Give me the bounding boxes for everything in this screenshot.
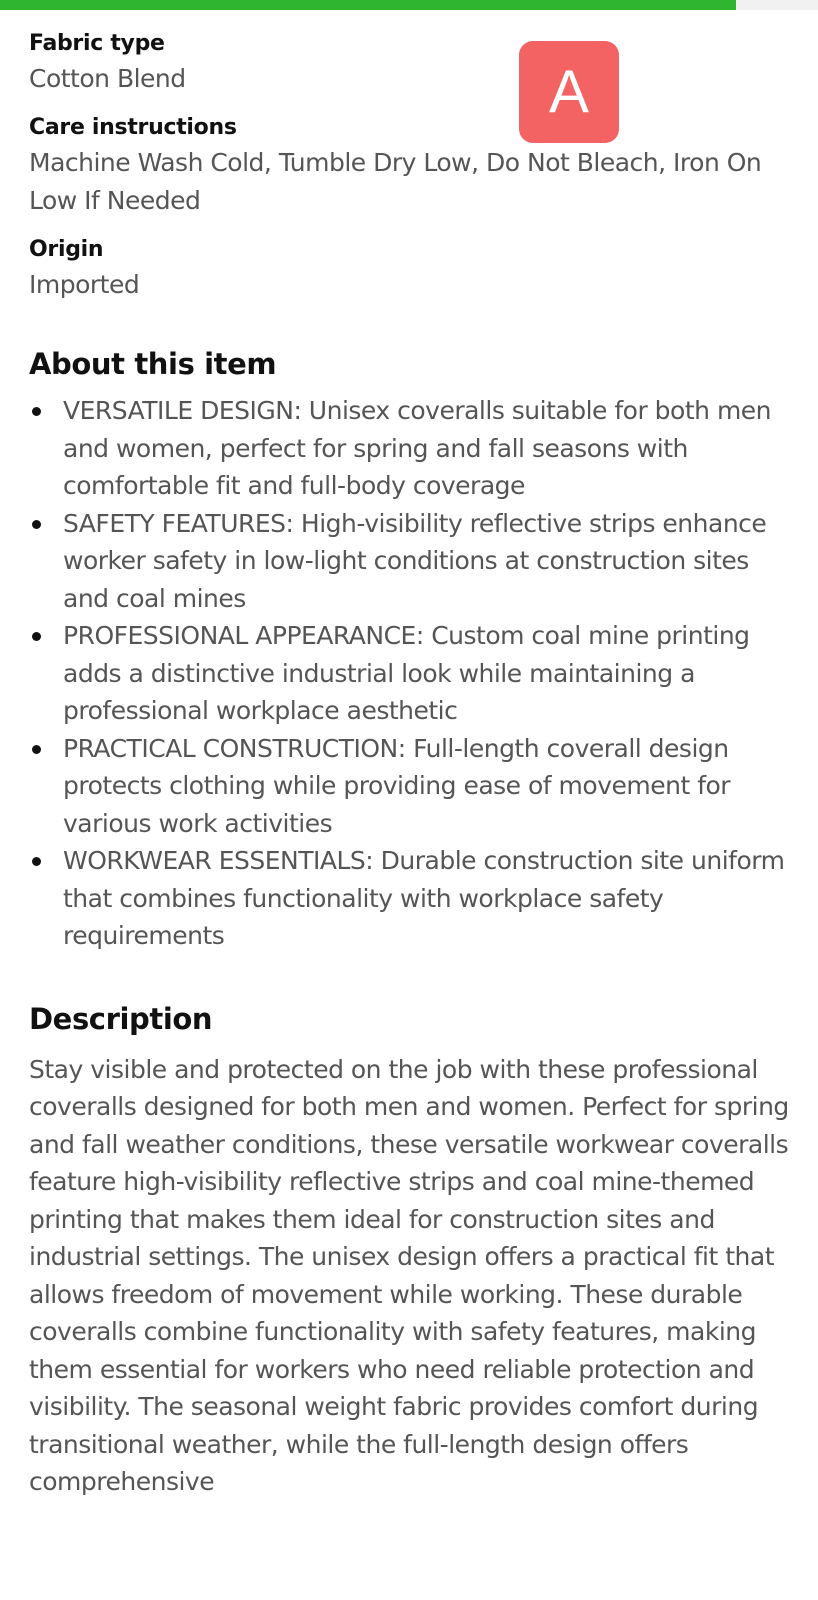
list-item	[29, 842, 789, 955]
spec-label: Fabric type	[29, 31, 165, 56]
spec-label: Care instructions	[29, 115, 237, 140]
bullet-icon	[32, 407, 41, 416]
avatar[interactable]: A	[519, 41, 619, 143]
bullet-text: WORKWEAR ESSENTIALS: Durable construction site uniform that combines functionality with workplace safety requirements	[63, 846, 785, 950]
spec-value: Machine Wash Cold, Tumble Dry Low, Do Not Bleach, Iron On Low If Needed	[29, 148, 762, 215]
description-text: Stay visible and protected on the job with these professional coveralls designed for both men and women. Perfect for spring and fall weather conditions, these versatile workwear coveralls feature high-visibility reflective strips and coal mine-themed printing that makes them ideal for construction sites and industrial settings. The unisex design offers a practical fit that allows freedom of movement while working. These durable coveralls combine functionality with safety features, making them essential for workers who need reliable protection and visibility. The seasonal weight fabric provides comfort during transitional weather, while the full-length design offers comprehensive	[29, 1054, 789, 1496]
about-bullet-list	[29, 392, 789, 955]
list-item	[29, 730, 789, 843]
bullet-icon	[32, 632, 41, 641]
spec-care-instructions	[29, 112, 789, 220]
bullet-text: PRACTICAL CONSTRUCTION: Full-length coverall design protects clothing while providing ease of movement for various work activities	[63, 733, 731, 838]
bullet-text: VERSATILE DESIGN: Unisex coveralls suitable for both men and women, perfect for spring and fall seasons with comfortable fit and full-body coverage	[63, 396, 772, 500]
spec-value: Cotton Blend	[29, 64, 186, 93]
bullet-icon	[32, 745, 41, 754]
spec-label: Origin	[29, 237, 104, 262]
about-section-title: About this item	[29, 347, 277, 381]
bullet-icon	[32, 857, 41, 866]
bullet-text: SAFETY FEATURES: High-visibility reflective strips enhance worker safety in low-light conditions at construction sites and coal mines	[63, 508, 767, 613]
spec-origin	[29, 234, 789, 304]
bullet-icon	[32, 520, 41, 529]
product-details	[29, 28, 789, 1501]
list-item	[29, 617, 789, 730]
page-load-progress-bar	[0, 0, 818, 10]
list-item	[29, 392, 789, 505]
spec-fabric-type	[29, 28, 789, 98]
bullet-text: PROFESSIONAL APPEARANCE: Custom coal mine printing adds a distinctive industrial look while maintaining a professional workplace aesthetic	[63, 621, 750, 725]
progress-fill	[0, 0, 736, 10]
description-section-title: Description	[29, 1001, 213, 1036]
spec-value: Imported	[29, 270, 140, 299]
list-item	[29, 505, 789, 618]
